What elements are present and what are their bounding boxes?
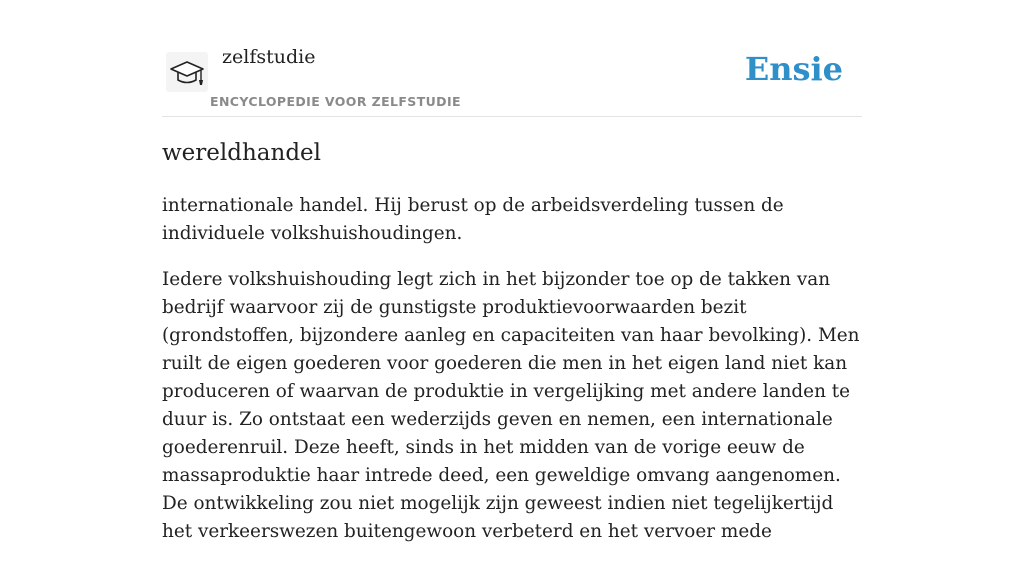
site-tagline: ENCYCLOPEDIE VOOR ZELFSTUDIE xyxy=(210,94,461,109)
brand-logo-link[interactable]: Ensie xyxy=(744,50,843,88)
article-paragraph: internationale handel. Hij berust op de arbeidsverdeling tussen de individuele volkshuishoudingen. xyxy=(162,195,784,244)
site-name[interactable]: zelfstudie xyxy=(222,46,316,68)
article-paragraph: Iedere volkshuishouding legt zich in het bijzonder toe op de takken van bedrijf waarvoor zij de gunstigste produktievoorwaarden bezit (grondstoffen, bijzondere aanleg en capaciteiten van haar bevolking). Men ruilt de eigen goederen voor goederen die men in het eigen land niet kan produceren of waarvan de produktie in vergelijking met andere landen te duur is. Zo ontstaat een wederzijds geven en nemen, een internationale goederenruil. Deze heeft, sinds in het midden van de vorige eeuw de massaproduktie haar intrede deed, een geweldige omvang aangenomen. De ontwikkeling zou niet mogelijk zijn geweest indien niet tegelijkertijd het verkeerswezen buitengewoon verbeterd en het vervoer mede xyxy=(162,269,860,542)
site-logo[interactable] xyxy=(166,52,208,92)
article-body xyxy=(162,192,864,564)
site-header xyxy=(162,40,862,117)
article-title: wereldhandel xyxy=(162,140,322,166)
